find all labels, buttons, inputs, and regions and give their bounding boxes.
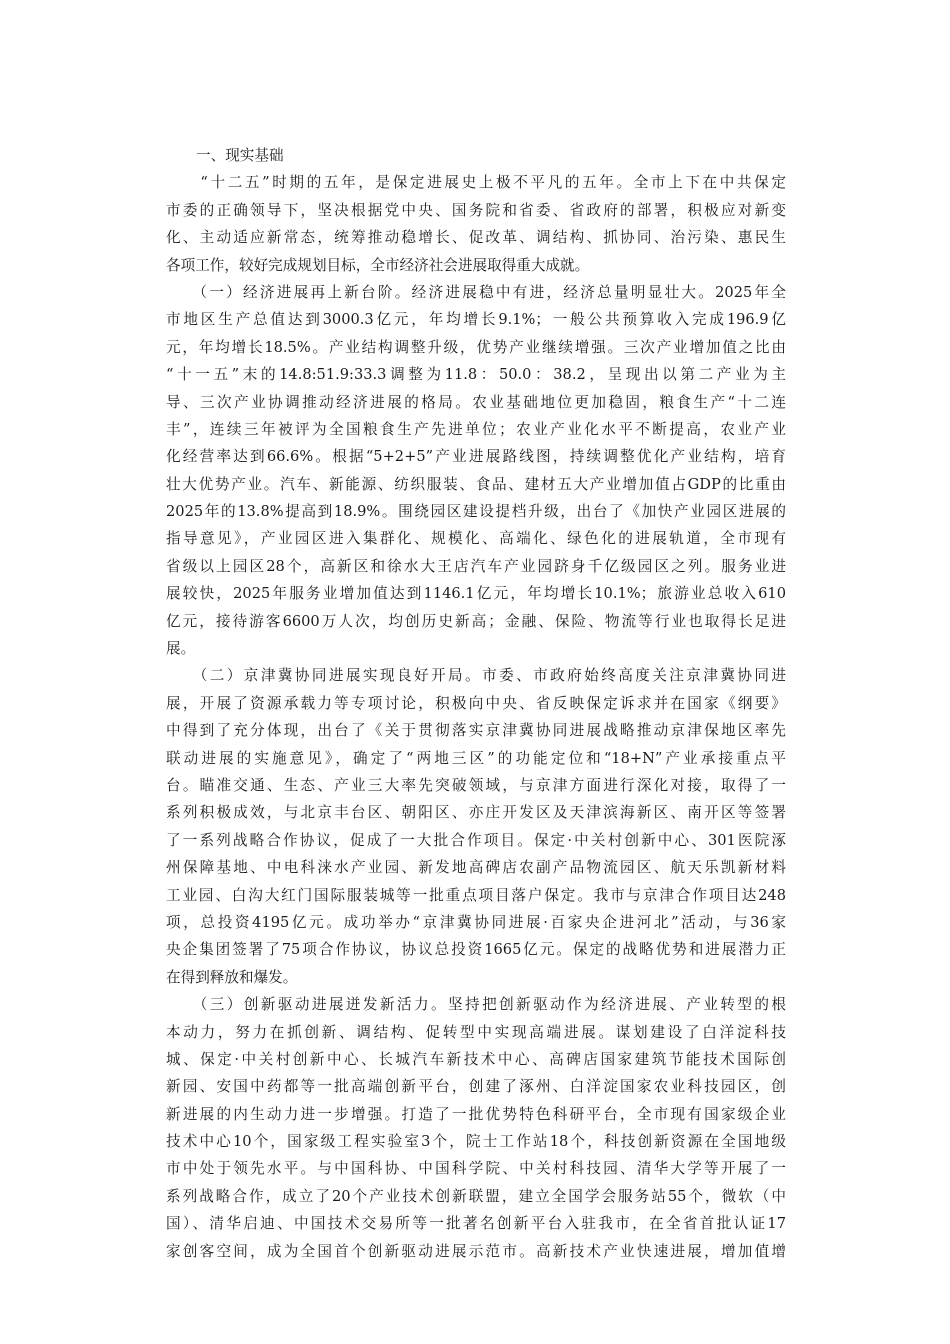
paragraph-line: 丰”，连续三年被评为全国粮食生产先进单位；农业产业化水平不断提高，农业产业: [166, 420, 786, 438]
paragraph-line: 新进展的内生动力进一步增强。打造了一批优势特色科研平台，全市现有国家级企业: [166, 1105, 786, 1123]
paragraph-line: 市中处于领先水平。与中国科协、中国科学院、中关村科技园、清华大学等开展了一: [166, 1160, 786, 1178]
paragraph-line: 亿元，接待游客6600万人次，均创历史新高；金融、保险、物流等行业也取得长足进: [166, 612, 786, 630]
paragraph-line: 壮大优势产业。汽车、新能源、纺织服装、食品、建材五大产业增加值占GDP的比重由: [166, 475, 786, 493]
paragraph-line: （三）创新驱动进展迸发新活力。坚持把创新驱动作为经济进展、产业转型的根: [166, 996, 786, 1014]
paragraph-line: 指导意见》，产业园区进入集群化、规模化、高端化、绿色化的进展轨道，全市现有: [166, 530, 786, 548]
paragraph-line: 州保障基地、中电科涞水产业园、新发地高碑店农副产品物流园区、航天乐凯新材料: [166, 859, 786, 877]
section-heading: 一、现实基础: [196, 147, 284, 164]
paragraph-line: 省级以上园区28个，高新区和徐水大王店汽车产业园跻身千亿级园区之列。服务业进: [166, 557, 786, 575]
paragraph-line: 了一系列战略合作协议，促成了一大批合作项目。保定·中关村创新中心、301医院涿: [166, 831, 786, 849]
paragraph-line: 本动力，努力在抓创新、调结构、促转型中实现高端进展。谋划建设了白洋淀科技: [166, 1023, 786, 1041]
paragraph-line: “十二五”时期的五年，是保定进展史上极不平凡的五年。全市上下在中共保定: [166, 174, 786, 192]
paragraph-line: 城、保定·中关村创新中心、长城汽车新技术中心、高碑店国家建筑节能技术国际创: [166, 1050, 786, 1068]
paragraph-line: 国）、清华启迪、中国技术交易所等一批著名创新平台入驻我市，在全省首批认证17: [166, 1215, 786, 1233]
document-page: [166, 142, 786, 1265]
paragraph-line: 家创客空间，成为全国首个创新驱动进展示范市。高新技术产业快速进展，增加值增: [166, 1242, 786, 1260]
paragraph-line: 导、三次产业协调推动经济进展的格局。农业基础地位更加稳固，粮食生产“十二连: [166, 393, 786, 411]
paragraph-line: 台。瞄准交通、生态、产业三大率先突破领域，与京津方面进行深化对接，取得了一: [166, 776, 786, 794]
paragraph-line: （二）京津冀协同进展实现良好开局。市委、市政府始终高度关注京津冀协同进: [166, 667, 786, 685]
paragraph-line: 展。: [166, 640, 196, 658]
paragraph: [166, 169, 786, 279]
paragraph-line: 中得到了充分体现，出台了《关于贯彻落实京津冀协同进展战略推动京津保地区率先: [166, 722, 786, 740]
paragraph-line: 展，开展了资源承载力等专项讨论，积极向中央、省反映保定诉求并在国家《纲要》: [166, 694, 786, 712]
paragraph-line: 在得到释放和爆发。: [166, 968, 298, 986]
paragraph-line: 系列战略合作，成立了20个产业技术创新联盟，建立全国学会服务站55个，微软（中: [166, 1187, 786, 1205]
paragraph-line: 2025年的13.8%提高到18.9%。围绕园区建设提档升级，出台了《加快产业园区进展的: [166, 503, 786, 521]
paragraph-line: 项，总投资4195亿元。成功举办“京津冀协同进展·百家央企进河北”活动，与36家: [166, 913, 786, 931]
paragraph-line: （一）经济进展再上新台阶。经济进展稳中有进，经济总量明显壮大。2025年全: [166, 283, 786, 301]
paragraph: [166, 662, 786, 991]
document-body: [166, 169, 786, 1265]
paragraph-line: “十一五”末的14.8:51.9:33.3调整为11.8：50.0：38.2，呈现出以第二产业为主: [166, 366, 786, 384]
paragraph-line: 化、主动适应新常态，统筹推动稳增长、促改革、调结构、抓协同、治污染、惠民生: [166, 229, 786, 247]
paragraph: [166, 991, 786, 1265]
paragraph-line: 联动进展的实施意见》，确定了“两地三区”的功能定位和“18+N”产业承接重点平: [166, 749, 786, 767]
paragraph-line: 系列积极成效，与北京丰台区、朝阳区、亦庄开发区及天津滨海新区、南开区等签署: [166, 804, 786, 822]
paragraph-line: 市委的正确领导下，坚决根据党中央、国务院和省委、省政府的部署，积极应对新变: [166, 201, 786, 219]
paragraph-line: 央企集团签署了75项合作协议，协议总投资1665亿元。保定的战略优势和进展潜力正: [166, 941, 786, 959]
paragraph-line: 化经营率达到66.6%。根据“5+2+5”产业进展路线图，持续调整优化产业结构，培育: [166, 448, 786, 466]
paragraph-line: 市地区生产总值达到3000.3亿元，年均增长9.1%；一般公共预算收入完成196.9亿: [166, 311, 786, 329]
paragraph-line: 工业园、白沟大红门国际服装城等一批重点项目落户保定。我市与京津合作项目达248: [166, 886, 786, 904]
paragraph-line: 各项工作，较好完成规划目标，全市经济社会进展取得重大成就。: [166, 256, 590, 274]
paragraph-line: 展较快，2025年服务业增加值达到1146.1亿元，年均增长10.1%；旅游业总收入610: [166, 585, 786, 603]
paragraph-line: 元，年均增长18.5%。产业结构调整升级，优势产业继续增强。三次产业增加值之比由: [166, 338, 786, 356]
paragraph-line: 技术中心10个，国家级工程实验室3个，院士工作站18个，科技创新资源在全国地级: [166, 1133, 786, 1151]
paragraph-line: 新园、安国中药都等一批高端创新平台，创建了涿州、白洋淀国家农业科技园区，创: [166, 1078, 786, 1096]
paragraph: [166, 279, 786, 662]
